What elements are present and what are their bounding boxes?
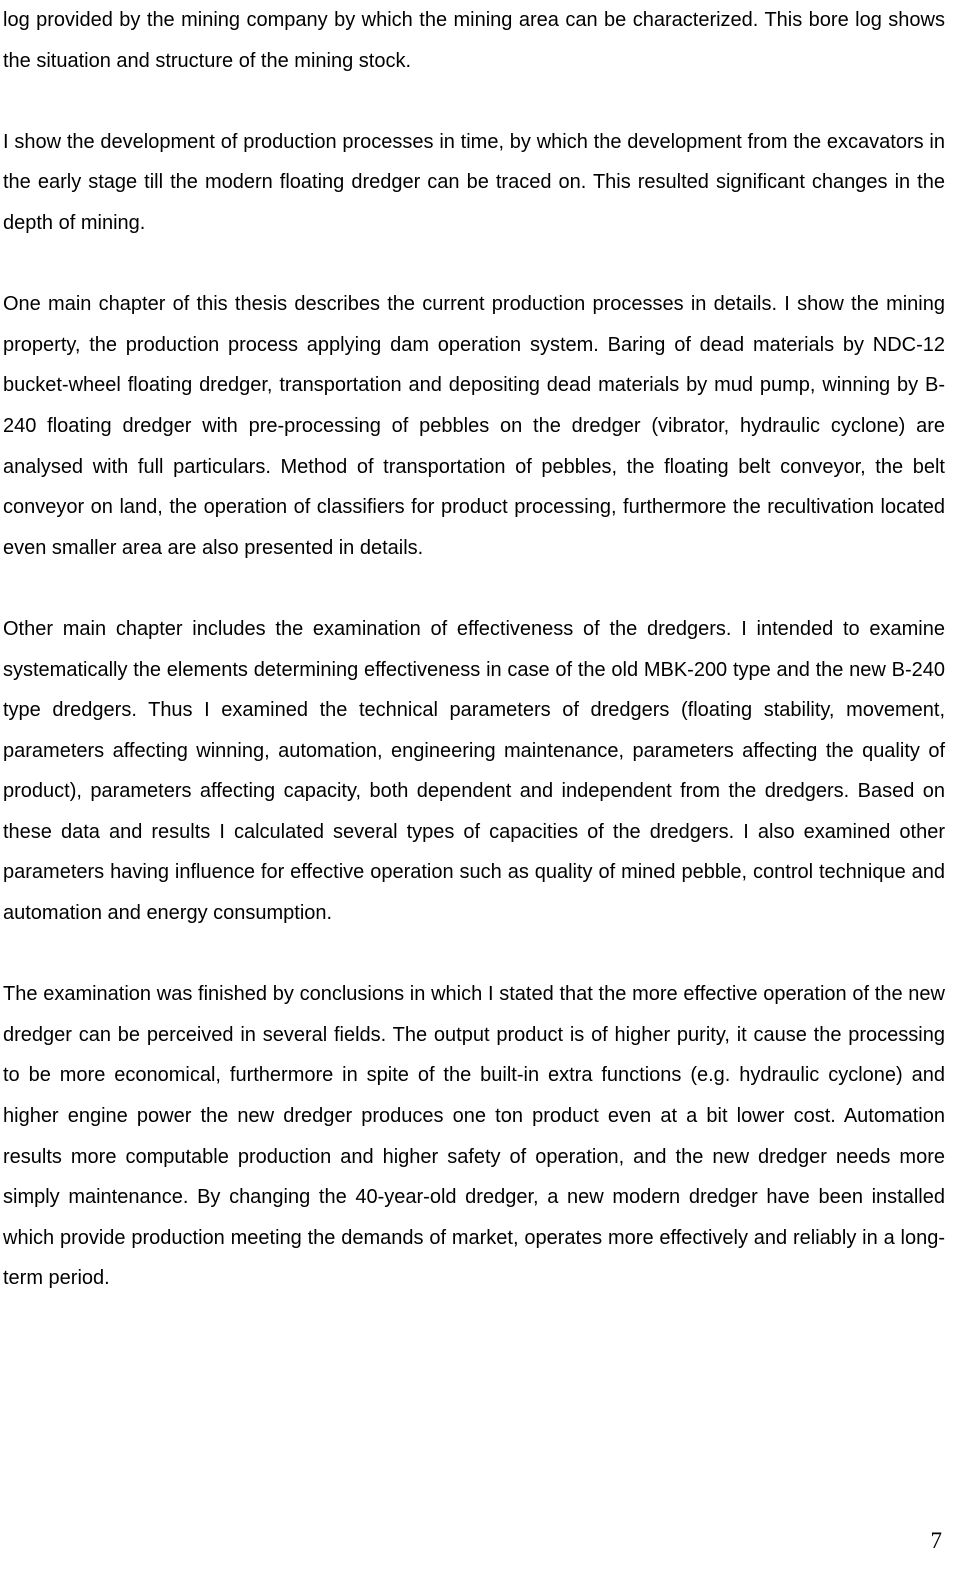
- paragraph-bore-log: log provided by the mining company by which the mining area can be characterized. This bore log shows the situation and structure of the mining stock.: [3, 9, 945, 72]
- paragraph-effectiveness: Other main chapter includes the examination of effectiveness of the dredgers. I intended to examine systematically the elements determining effectiveness in case of the old MBK-200 type and the new B-240 type dredgers. Thus I examined the technical parameters of dredgers (floating stability, movement, parameters affecting winning, automation, engineering maintenance, parameters affecting the quality of product), parameters affecting capacity, both dependent and independent from the dredgers. Based on these data and results I calculated several types of capacities of the dredgers. I also examined other parameters having influence for effective operation such as quality of mined pebble, control technique and automation and energy consumption.: [3, 617, 945, 925]
- page-number: 7: [930, 1528, 942, 1553]
- paragraph-conclusions: The examination was finished by conclusions in which I stated that the more effective operation of the new dredger can be perceived in several fields. The output product is of higher purity, it cause the processing to be more economical, furthermore in spite of the built-in extra functions (e.g. hydraulic cyclone) and higher engine power the new dredger produces one ton product even at a bit lower cost. Automation results more computable production and higher safety of operation, and the new dredger needs more simply maintenance. By changing the 40-year-old dredger, a new modern dredger have been installed which provide production meeting the demands of market, operates more effectively and reliably in a long-term period.: [3, 983, 945, 1290]
- paragraph-spacer: [3, 934, 945, 975]
- paragraph-development: I show the development of production processes in time, by which the development from the excavators in the early stage till the modern floating dredger can be traced on. This resulted significant changes in the depth of mining.: [3, 130, 945, 234]
- document-page: [3, 0, 945, 1299]
- paragraph-spacer: [3, 244, 945, 285]
- paragraph-main-chapter: One main chapter of this thesis describes the current production processes in details. I show the mining property, the production process applying dam operation system. Baring of dead materials by NDC-12 bucket-wheel floating dredger, transportation and depositing dead materials by mud pump, winning by B-240 floating dredger with pre-processing of pebbles on the dredger (vibrator, hydraulic cyclone) are analysed with full particulars. Method of transportation of pebbles, the floating belt conveyor, the belt conveyor on land, the operation of classifiers for product processing, furthermore the recultivation located even smaller area are also presented in details.: [3, 293, 945, 559]
- paragraph-spacer: [3, 81, 945, 122]
- paragraph-spacer: [3, 568, 945, 609]
